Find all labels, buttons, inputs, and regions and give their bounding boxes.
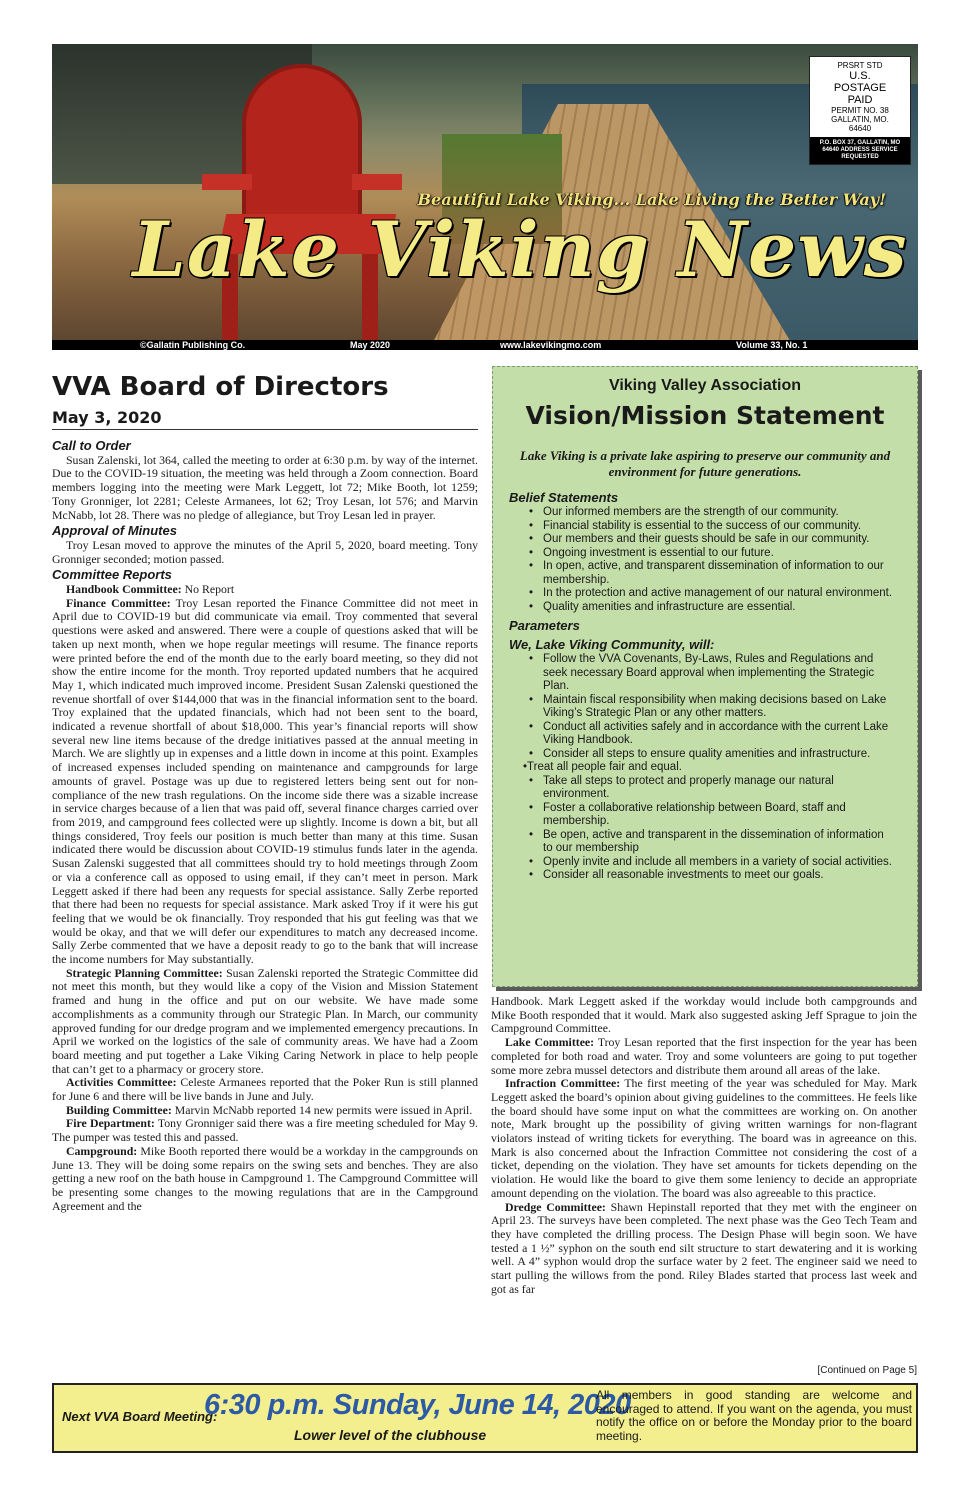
belief-heading: Belief Statements xyxy=(509,490,619,505)
paragraph xyxy=(52,583,478,597)
article-date: May 3, 2020 xyxy=(52,408,478,430)
section-heading: Call to Order xyxy=(52,438,131,453)
committee-label: Campground: xyxy=(66,1143,138,1158)
masthead-info-bar xyxy=(52,340,918,350)
committee-label: Building Committee: xyxy=(66,1102,172,1117)
postage-line: GALLATIN, MO. xyxy=(831,115,889,124)
paragraph xyxy=(52,597,478,967)
list-item: • Consider all reasonable investments to meet our goals. xyxy=(527,869,893,883)
paragraph: Troy Lesan moved to approve the minutes of the April 5, 2020, board meeting. Tony Gronniger seconded; motion passed. xyxy=(52,537,478,566)
next-meeting-banner xyxy=(52,1383,918,1453)
committee-label: Strategic Planning Committee: xyxy=(66,965,223,980)
masthead-photo xyxy=(52,44,918,340)
list-item: • Maintain fiscal responsibility when making decisions based on Lake Viking’s Strategic Plan or any other matters. xyxy=(527,694,893,721)
committee-label: Dredge Committee: xyxy=(505,1199,606,1214)
committee-label: Handbook Committee: xyxy=(66,582,182,597)
belief-list xyxy=(527,506,893,614)
paragraph-text: No Report xyxy=(184,582,235,597)
postage-line: U.S. xyxy=(849,70,871,82)
paragraph xyxy=(491,1077,917,1200)
article-column-right xyxy=(491,995,917,1296)
list-item: • Foster a collaborative relationship between Board, staff and membership. xyxy=(527,802,893,829)
paragraph: Handbook. Mark Leggett asked if the workday would include both campgrounds and Mike Booth responded that it would. Mark also suggested asking Jeff Sprague to join the Campground Committee. xyxy=(491,994,917,1036)
copyright: ©Gallatin Publishing Co. xyxy=(140,340,246,350)
organization-name: Viking Valley Association xyxy=(608,377,802,394)
paragraph: Susan Zalenski, lot 364, called the meeting to order at 6:30 p.m. by way of the internet. Due to the COVID-19 situation, the meeting was held through a Zoom connection. Board members logging into the meeting were Mark Leggett, lot 72; Mike Booth, lot 1259; Tony Gronniger, lot 2281; Celeste Armanees, lot 62; Troy Lesan, lot 576; and Marvin McNabb, lot 28. There was no pledge of allegiance, but Troy Lesan led in prayer. xyxy=(52,452,478,522)
meeting-datetime: 6:30 p.m. Sunday, June 14, 2020 xyxy=(204,1389,631,1421)
will-heading: We, Lake Viking Community, will: xyxy=(509,637,715,652)
list-item: • Conduct all activities safely and in accordance with the current Lake Viking Handbook. xyxy=(527,721,893,748)
list-item: • Follow the VVA Covenants, By-Laws, Rules and Regulations and seek necessary Board approval when implementing the Strategic Plan. xyxy=(527,653,893,694)
newspaper-title: Lake Viking News xyxy=(132,205,908,294)
paragraph-text: Troy Lesan reported that the first inspection for the year has been completed for both road and water. Troy and some volunteers are going to put together some more zebra mussel detectors and distribute them around all areas of the lake. xyxy=(491,1035,917,1077)
postage-line: PERMIT NO. 38 xyxy=(831,106,889,115)
list-item: • In open, active, and transparent dissemination of information to our membership. xyxy=(527,560,893,587)
postage-line: 64640 xyxy=(848,124,872,133)
paragraph xyxy=(52,1145,478,1214)
paragraph xyxy=(52,1104,478,1118)
list-item: • Ongoing investment is essential to our future. xyxy=(527,547,893,561)
paragraph xyxy=(52,1117,478,1144)
vision-title: Vision/Mission Statement xyxy=(525,401,885,430)
paragraph-text: Shawn Hepinstall reported that they met with the engineer on April 23. The surveys have been completed. The next phase was the Geo Tech Team and they have completed the drilling process. The Design Phase will begin soon. We have tested a 1 ½” syphon on the south end silt structure to start dewatering and it is working well. A 4” syphon would drop the surface water by 2 feet. The engineer said we need to start pulling the willows from the pond. Riley Blades started that process last week and got as far xyxy=(491,1199,917,1296)
issue-date: May 2020 xyxy=(350,340,391,350)
committee-label: Fire Department: xyxy=(66,1116,155,1131)
postage-line: PRSRT STD xyxy=(837,61,883,70)
postage-address: P.O. BOX 37, GALLATIN, MO 64640 ADDRESS SERVICE REQUESTED xyxy=(810,137,910,164)
article-column-left xyxy=(52,437,478,1213)
paragraph-text: Tony Gronniger said there was a fire meeting scheduled for May 9. The pumper was tested this and passed. xyxy=(52,1116,478,1145)
paragraph-text: Susan Zalenski reported the Strategic Committee did not meet this month, but they would like a copy of the Vision and Mission Statement framed and hung in the office and put on our website. We have made some accomplishments as a community through our Strategic Plan. In March, our community approved funding for our dredge program and we implemented emergency precautions. In April we worked on the logistics of the sale of community areas. We have had a Zoom board meeting and put together a Lake Viking Caring Network in place to help people that can’t get to a pharmacy or grocery store. xyxy=(52,965,478,1076)
paragraph xyxy=(491,1201,917,1297)
list-item: • Take all steps to protect and properly manage our natural environment. xyxy=(527,775,893,802)
list-item: • Consider all steps to ensure quality amenities and infrastructure. xyxy=(527,748,893,762)
list-item: •Treat all people fair and equal. xyxy=(523,761,682,773)
vision-intro: Lake Viking is a private lake aspiring to preserve our community and environment for future generations. xyxy=(519,448,891,479)
committee-label: Finance Committee: xyxy=(66,595,171,610)
section-heading: Approval of Minutes xyxy=(52,523,177,539)
paragraph xyxy=(491,1036,917,1077)
list-item: • Our informed members are the strength of our community. xyxy=(527,506,893,520)
list-item: • In the protection and active management of our natural environment. xyxy=(527,587,893,601)
meeting-note: All members in good standing are welcome and encouraged to attend. If you want on the agenda, you must notify the office on or before the Monday prior to the board meeting. xyxy=(596,1388,912,1443)
website-url[interactable]: www.lakevikingmo.com xyxy=(500,340,602,350)
paragraph-text: Troy Lesan reported the Finance Committee did not meet in April due to COVID-19 but did communicate via email. Troy commented that several questions were asked and answered. There were a couple of questions asked that will be taken up next month, when we hope regular meetings will resume. The finance reports were printed before the end of the month due to the early board meeting, so they did not show the entire income for the month. Troy reported updated numbers that he acquired May 1, which indicated much improved income. President Susan Zalenski questioned the revenue shortfall of over $144,000 that was in the financial information sent to the board. Troy explained that the updated financials, which had not been sent to the board, indicated a revenue shortfall of about $18,000. This year’s financial reports will show several new line items because of the dredge initiatives passed at the annual meeting in March. We are slightly up in expenses and a little down in income at this point. Examples of increased expenses included spending on maintenance and campgrounds for large amounts of gravel. Postage was up due to registered letters being sent out for non-compliance of the new trash regulations. On the income side there was a sizable increase in service charges because of a lien that was paid off, several finance charges carried over from 2019, and campground fees collected were up slightly. Income is down a bit, but all things considered, Troy feels our position is much better than many at this time. Susan indicated there would be discussion about COVID-19 stimulus funds later in the agenda. Susan Zalenski suggested that all committees should try to hold meetings through Zoom or via a conference call as opposed to using email, if they can’t meet in person. Mark Leggett asked if there had been any requests for special assistance. Sally Zerbe reported that there had been no requests for special assistance. Mark asked Troy if it were his gut feeling that we would be ok financially. Troy responded that his gut feeling was that we would be okay, and that we will defer our expenditures to match any decreased income. Sally Zerbe commented that we have a deposit ready to go to the bank that will increase the income numbers for May substantially. xyxy=(52,595,478,967)
postage-line: POSTAGE xyxy=(833,82,887,94)
list-item: • Openly invite and include all members in a variety of social activities. xyxy=(527,856,893,870)
section-heading: Committee Reports xyxy=(52,567,172,583)
committee-label: Activities Committee: xyxy=(66,1075,177,1090)
vision-mission-box xyxy=(492,366,918,987)
paragraph-text: Celeste Armanees reported that the Poker Run is still planned for June 6 and there will be live bands in June and July. xyxy=(52,1075,478,1104)
meeting-label: Next VVA Board Meeting: xyxy=(62,1409,218,1424)
postage-line: PAID xyxy=(847,94,873,106)
parameters-heading: Parameters xyxy=(509,618,580,633)
continued-note: [Continued on Page 5] xyxy=(817,1365,917,1376)
list-item: • Be open, active and transparent in the dissemination of information to our membership xyxy=(527,829,893,856)
committee-label: Lake Committee: xyxy=(505,1035,595,1050)
paragraph-text: Marvin McNabb reported 14 new permits were issued in April. xyxy=(174,1102,473,1117)
list-item: • Quality amenities and infrastructure are essential. xyxy=(527,601,893,615)
list-item: • Financial stability is essential to the success of our community. xyxy=(527,520,893,534)
paragraph-text: Mike Booth reported there would be a workday in the campgrounds on June 13. They will be doing some repairs on the swing sets and benches. They are also getting a new roof on the bath house in Campground 1. The Campground Committee will be presenting some changes to the mowing regulations that are in the Campground Agreement and the xyxy=(52,1143,478,1213)
list-item: • Our members and their guests should be safe in our community. xyxy=(527,533,893,547)
paragraph xyxy=(52,967,478,1077)
parameters-list xyxy=(523,653,893,883)
meeting-location: Lower level of the clubhouse xyxy=(294,1427,487,1443)
masthead-tagline: Beautiful Lake Viking... Lake Living the Better Way! xyxy=(417,190,886,209)
committee-label: Infraction Committee: xyxy=(505,1076,621,1091)
postage-indicia xyxy=(809,56,911,165)
red-adirondack-chair xyxy=(202,64,402,340)
paragraph xyxy=(52,1076,478,1103)
volume-number: Volume 33, No. 1 xyxy=(736,340,808,350)
paragraph-text: The first meeting of the year was scheduled for May. Mark Leggett asked the board’s opinion about giving guidelines to the committees. He feels like the board should have some input on what the committees are working on. On another note, Mark brought up the possibility of giving written warnings for non-flagrant violators instead of writing tickets for everything. The board was in agreeance on this. Mark is also concerned about the Infraction Committee not considering the cost of a ticket, depending on the violation. They have set amounts for tickets depending on the violation. He would like the board to give them some leniency to decide an appropriate amount depending on the violation. The board was also agreeable to this practice. xyxy=(491,1076,917,1200)
article-title: VVA Board of Directors xyxy=(52,372,389,402)
